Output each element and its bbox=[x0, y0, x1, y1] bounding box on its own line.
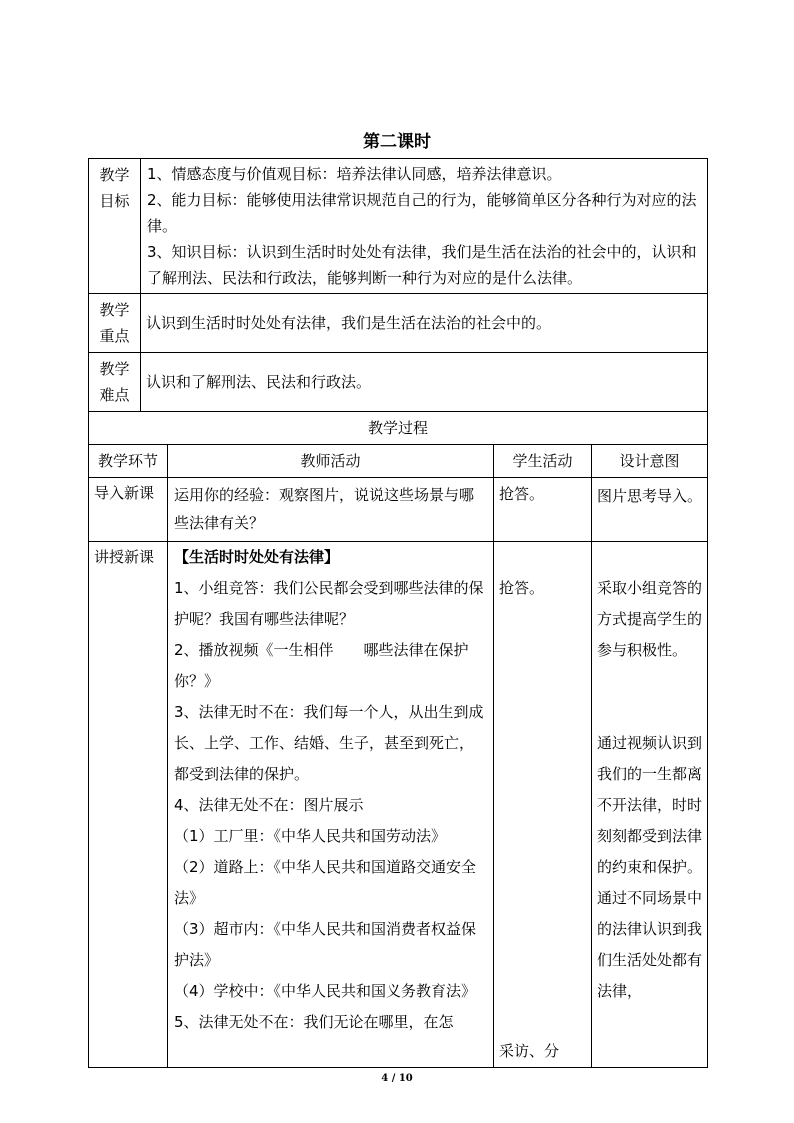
design-intent-text: 通过视频认识到我们的一生都离不开法律，时时刻刻都受到法律的约束和保护。 bbox=[597, 734, 703, 876]
goal-item: 3、知识目标：认识到生活时时处处有法律，我们是生活在法治的社会中的，认识和了解刑法、民法和行政法，能够判断一种行为对应的是什么法律。 bbox=[147, 243, 697, 287]
teacher-activity bbox=[168, 478, 494, 542]
page-number: 4 / 10 bbox=[381, 1073, 413, 1084]
column-header: 教学环节 bbox=[89, 445, 168, 478]
teacher-item: （3）超市内：《中华人民共和国消费者权益保护法》 bbox=[174, 920, 477, 969]
design-intent bbox=[592, 542, 708, 1068]
key-point-text: 认识到生活时时处处有法律，我们是生活在法治的社会中的。 bbox=[141, 294, 708, 353]
column-header: 教师活动 bbox=[168, 445, 494, 478]
key-point-row bbox=[89, 294, 708, 353]
goals-row bbox=[89, 159, 708, 294]
student-activity: 抢答。 bbox=[494, 478, 592, 542]
goal-item: 2、能力目标：能够使用法律常识规范自己的行为，能够简单区分各种行为对应的法律。 bbox=[147, 191, 697, 235]
teacher-activity-text: 运用你的经验：观察图片，说说这些场景与哪些法律有关？ bbox=[174, 486, 475, 532]
lesson-plan-table bbox=[88, 158, 708, 1068]
design-intent-text: 通过不同场景中的法律认识到我们生活处处都有法律， bbox=[597, 889, 703, 1000]
teacher-item: 5、法律无处不在：我们无论在哪里，在怎 bbox=[174, 1013, 454, 1031]
teacher-item: （4）学校中：《中华人民共和国义务教育法》 bbox=[174, 982, 477, 1000]
teacher-item: （1）工厂里：《中华人民共和国劳动法》 bbox=[174, 827, 447, 845]
column-header: 设计意图 bbox=[592, 445, 708, 478]
student-activity bbox=[494, 542, 592, 1068]
teacher-item: 2、播放视频《一生相伴 哪些法律在保护你？》 bbox=[174, 641, 469, 690]
difficulty-label: 教学难点 bbox=[89, 353, 141, 412]
intro-row bbox=[89, 478, 708, 542]
column-header-row bbox=[89, 445, 708, 478]
process-heading-row bbox=[89, 412, 708, 445]
goals-content bbox=[141, 159, 708, 294]
design-intent: 图片思考导入。 bbox=[592, 478, 708, 542]
design-intent-text: 采取小组竞答的方式提高学生的参与积极性。 bbox=[597, 579, 703, 659]
lecture-row bbox=[89, 542, 708, 1068]
teacher-item: 3、法律无时不在：我们每一个人，从出生到成长、上学、工作、结婚、生子，甚至到死亡，都受到法律的保护。 bbox=[174, 703, 484, 783]
teacher-activity bbox=[168, 542, 494, 1068]
goal-item: 1、情感态度与价值观目标：培养法律认同感，培养法律意识。 bbox=[147, 165, 562, 183]
goals-label: 教学目标 bbox=[89, 159, 141, 294]
student-activity-text: 采访、分 bbox=[499, 1042, 560, 1060]
teacher-item: 4、法律无处不在：图片展示 bbox=[174, 796, 364, 814]
process-heading: 教学过程 bbox=[89, 412, 708, 445]
column-header: 学生活动 bbox=[494, 445, 592, 478]
teacher-item: （2）道路上：《中华人民共和国道路交通安全法》 bbox=[174, 858, 477, 907]
teacher-item: 1、小组竞答：我们公民都会受到哪些法律的保护呢？我国有哪些法律呢？ bbox=[174, 579, 484, 628]
difficulty-text: 认识和了解刑法、民法和行政法。 bbox=[141, 353, 708, 412]
difficulty-row bbox=[89, 353, 708, 412]
section-title: 【生活时时处处有法律】 bbox=[174, 548, 340, 566]
stage-cell: 导入新课 bbox=[89, 478, 168, 542]
key-point-label: 教学重点 bbox=[89, 294, 141, 353]
student-activity-text: 抢答。 bbox=[499, 579, 545, 597]
page-title: 第二课时 bbox=[363, 132, 431, 152]
stage-cell: 讲授新课 bbox=[89, 542, 168, 1068]
